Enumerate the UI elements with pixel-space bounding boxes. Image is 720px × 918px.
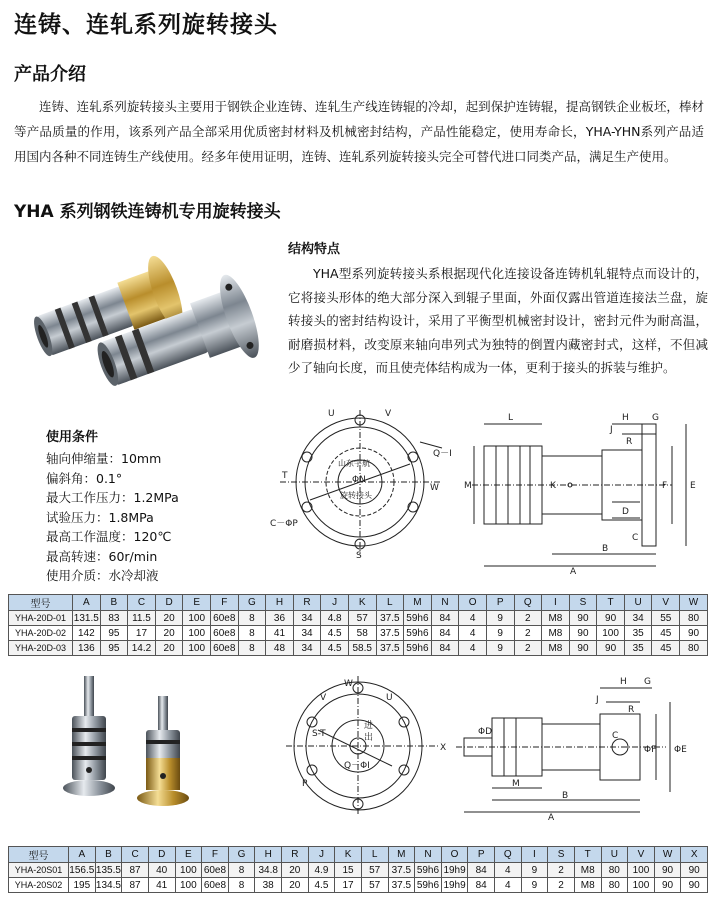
- dim-label-G: G: [652, 413, 659, 423]
- value-cell: 14.2: [128, 641, 156, 656]
- value-cell: 4.5: [321, 641, 349, 656]
- value-cell: 100: [597, 626, 625, 641]
- column-header: S: [569, 595, 597, 611]
- value-cell: 90: [681, 863, 708, 878]
- dim-label-E: E: [690, 481, 696, 491]
- value-cell: 100: [183, 626, 211, 641]
- column-header: J: [321, 595, 349, 611]
- value-cell: 37.5: [376, 641, 404, 656]
- value-cell: 90: [681, 878, 708, 893]
- condition-item: 轴向伸缩量：10mm: [46, 451, 162, 466]
- dim-label-H: H: [620, 677, 627, 687]
- column-header: 型号: [9, 847, 69, 863]
- dim-label-E: ΦE: [674, 745, 687, 755]
- dim-label-P: P: [302, 779, 308, 789]
- dim-label-F: ΦF: [644, 745, 657, 755]
- value-cell: 34: [293, 611, 321, 626]
- dim-label-R: R: [626, 437, 633, 447]
- value-cell: 45: [652, 641, 680, 656]
- value-cell: 20: [155, 626, 183, 641]
- value-cell: 59h6: [404, 626, 432, 641]
- value-cell: 57: [361, 863, 388, 878]
- value-cell: 135.5: [95, 864, 121, 876]
- features-heading: 结构特点: [288, 242, 341, 257]
- value-cell: 4.5: [321, 626, 349, 641]
- dim-label-X: X: [440, 743, 447, 753]
- condition-item: 最大工作压力：1.2MPa: [46, 490, 179, 505]
- column-header: M: [404, 595, 432, 611]
- value-cell: 8: [238, 611, 266, 626]
- value-cell: 136: [73, 641, 101, 656]
- value-cell: 156.5: [69, 864, 95, 876]
- dim-label-M: M: [512, 779, 520, 789]
- column-header: H: [255, 847, 282, 863]
- product-photo-flange-joints: [20, 240, 260, 410]
- condition-item: 最高转速：60r/min: [46, 548, 158, 564]
- column-header: V: [628, 847, 655, 863]
- value-cell: 37.5: [376, 626, 404, 641]
- value-cell: 19h9: [441, 863, 468, 878]
- value-cell: 84: [468, 878, 495, 893]
- value-cell: 9: [486, 641, 514, 656]
- column-header: A: [69, 847, 96, 863]
- column-header: G: [238, 595, 266, 611]
- value-cell: 8: [228, 878, 255, 893]
- column-header: M: [388, 847, 415, 863]
- column-header: U: [601, 847, 628, 863]
- value-cell: M8: [542, 611, 570, 626]
- value-cell: 100: [628, 863, 655, 878]
- dim-label-C: C: [612, 731, 619, 741]
- inlet-label: 进: [364, 721, 374, 731]
- dim-label-B: B: [602, 544, 609, 554]
- value-cell: 2: [548, 878, 575, 893]
- value-cell: 57: [348, 611, 376, 626]
- column-header: R: [293, 595, 321, 611]
- value-cell: 4: [459, 611, 487, 626]
- conditions-heading: 使用条件: [46, 430, 99, 445]
- value-cell: 134.5: [95, 879, 121, 891]
- value-cell: M8: [574, 878, 601, 893]
- value-cell: 84: [468, 863, 495, 878]
- value-cell: 90: [569, 626, 597, 641]
- dim-label-N: ΦN: [352, 475, 366, 485]
- intro-paragraph: 连铸、连轧系列旋转接头主要用于钢铁企业连铸、连轧生产线连铸辊的冷却，起到保护连铸辊，提高钢铁企业板坯，棒材等产品质量的作用，该系列产品全部采用优质密封材料及机械密封结构，产品性能稳定，使用寿命长，YHA-YHN系列产品适用国内各种不同连铸生产线使用。经多年使用证明，连铸、连轧系列旋转接头完全可替代进口同类产品，满足生产使用。: [14, 99, 704, 164]
- value-cell: 2: [514, 626, 542, 641]
- column-header: P: [468, 847, 495, 863]
- column-header: O: [441, 847, 468, 863]
- value-cell: 58: [348, 626, 376, 641]
- value-cell: 17: [128, 626, 156, 641]
- value-cell: 90: [569, 611, 597, 626]
- dim-label-A: A: [548, 813, 555, 822]
- value-cell: 84: [431, 641, 459, 656]
- value-cell: 100: [183, 641, 211, 656]
- column-header: F: [202, 847, 229, 863]
- model-cell: YHA-20D-02: [9, 626, 73, 641]
- column-header: P: [486, 595, 514, 611]
- value-cell: 45: [652, 626, 680, 641]
- value-cell: 20: [282, 863, 309, 878]
- flange-front-view-drawing: [270, 402, 460, 562]
- value-cell: 9: [521, 878, 548, 893]
- value-cell: 90: [597, 641, 625, 656]
- value-cell: 55: [652, 611, 680, 626]
- value-cell: 4.5: [308, 878, 335, 893]
- column-header: D: [155, 595, 183, 611]
- value-cell: 36: [266, 611, 294, 626]
- value-cell: 2: [514, 611, 542, 626]
- value-cell: 80: [601, 863, 628, 878]
- model-cell: YHA-20S02: [9, 878, 69, 893]
- shaft-front-view-drawing: [282, 670, 452, 820]
- column-header: R: [282, 847, 309, 863]
- table-row: [9, 611, 708, 626]
- value-cell: 90: [680, 626, 708, 641]
- value-cell: 4.8: [321, 611, 349, 626]
- value-cell: 87: [122, 878, 149, 893]
- dim-label-C: C: [632, 533, 639, 543]
- value-cell: 95: [100, 641, 128, 656]
- dim-label-T: T: [282, 471, 288, 481]
- dim-label-V: V: [385, 409, 392, 419]
- column-header: W: [680, 595, 708, 611]
- value-cell: 142: [73, 626, 101, 641]
- value-cell: 37.5: [376, 611, 404, 626]
- value-cell: 131.5: [73, 612, 99, 624]
- value-cell: 9: [486, 611, 514, 626]
- value-cell: 87: [122, 863, 149, 878]
- value-cell: 8: [228, 863, 255, 878]
- column-header: E: [175, 847, 202, 863]
- column-header: I: [521, 847, 548, 863]
- value-cell: 90: [654, 863, 681, 878]
- value-cell: M8: [542, 641, 570, 656]
- value-cell: 100: [175, 878, 202, 893]
- column-header: K: [348, 595, 376, 611]
- value-cell: 4: [495, 863, 522, 878]
- column-header: S: [548, 847, 575, 863]
- value-cell: 35: [624, 641, 652, 656]
- value-cell: 100: [183, 611, 211, 626]
- value-cell: 34: [293, 641, 321, 656]
- model-cell: YHA-20S01: [9, 863, 69, 878]
- value-cell: 8: [238, 626, 266, 641]
- dim-label-QI: Q－ΦI: [344, 761, 370, 771]
- value-cell: 38: [255, 878, 282, 893]
- value-cell: 60e8: [202, 878, 229, 893]
- value-cell: 20: [155, 611, 183, 626]
- column-header: I: [542, 595, 570, 611]
- value-cell: 4: [459, 626, 487, 641]
- column-header: C: [122, 847, 149, 863]
- value-cell: 37.5: [388, 878, 415, 893]
- value-cell: 4.9: [308, 863, 335, 878]
- column-header: 型号: [9, 595, 73, 611]
- model-cell: YHA-20D-01: [9, 611, 73, 626]
- value-cell: 100: [628, 878, 655, 893]
- value-cell: 41: [266, 626, 294, 641]
- product-label: 旋转接头: [340, 491, 372, 500]
- dim-label-R: R: [628, 705, 635, 715]
- dim-label-F: F: [662, 481, 668, 491]
- value-cell: 34.8: [255, 863, 282, 878]
- dim-label-D: D: [622, 507, 629, 517]
- value-cell: 20: [282, 878, 309, 893]
- shaft-side-view-drawing: [456, 672, 708, 822]
- flange-side-view-drawing: [462, 406, 708, 576]
- table-row: [9, 626, 708, 641]
- value-cell: 4: [459, 641, 487, 656]
- value-cell: 20: [155, 641, 183, 656]
- dim-label-G: G: [644, 677, 651, 687]
- value-cell: 34: [293, 626, 321, 641]
- value-cell: 59h6: [415, 863, 442, 878]
- column-header: D: [148, 847, 175, 863]
- column-header: T: [597, 595, 625, 611]
- dim-label-D: ΦD: [478, 727, 493, 737]
- column-header: V: [652, 595, 680, 611]
- column-header: B: [100, 595, 128, 611]
- column-header: J: [308, 847, 335, 863]
- column-header: L: [376, 595, 404, 611]
- value-cell: 195: [69, 878, 96, 893]
- column-header: B: [95, 847, 122, 863]
- table-header-row: [9, 847, 708, 863]
- condition-item: 最高工作温度：120℃: [46, 529, 172, 544]
- value-cell: 40: [148, 863, 175, 878]
- outlet-label: 出: [364, 733, 374, 743]
- table-row: [9, 863, 708, 878]
- column-header: H: [266, 595, 294, 611]
- table-header-row: [9, 595, 708, 611]
- value-cell: 90: [654, 878, 681, 893]
- value-cell: 58.5: [348, 641, 376, 656]
- dim-label-U: U: [386, 693, 393, 703]
- value-cell: 95: [100, 626, 128, 641]
- value-cell: 9: [486, 626, 514, 641]
- section-heading: YHA 系列钢铁连铸机专用旋转接头: [14, 202, 281, 222]
- features-paragraph: YHA型系列旋转接头系根据现代化连接设备连铸机轧辊特点而设计的，它将接头形体的绝大部分深入到辊子里面，外面仅露出管道连接法兰盘，旋转接头的密封结构设计，采用了平衡型机械密封设计，密封元件为耐高温，耐磨损材料，改变原来轴向串列式为独特的倒置内藏密封式，这样，不但减少了轴向长度，而且使壳体结构成为一体，更利于接头的拆装与维护。: [288, 266, 708, 375]
- value-cell: 80: [601, 878, 628, 893]
- value-cell: 2: [514, 641, 542, 656]
- model-cell: YHA-20D-03: [9, 641, 73, 656]
- value-cell: 8: [238, 641, 266, 656]
- dim-label-W: W: [430, 483, 439, 493]
- column-header: Q: [514, 595, 542, 611]
- table-row: [9, 641, 708, 656]
- value-cell: 60e8: [210, 626, 238, 641]
- value-cell: 84: [431, 611, 459, 626]
- condition-item: 试验压力：1.8MPa: [46, 509, 154, 525]
- value-cell: 35: [624, 626, 652, 641]
- dim-label-J: J: [596, 695, 599, 705]
- column-header: N: [431, 595, 459, 611]
- value-cell: 60e8: [202, 863, 229, 878]
- condition-item: 偏斜角：0.1°: [46, 470, 123, 486]
- value-cell: 59h6: [404, 641, 432, 656]
- value-cell: 37.5: [388, 863, 415, 878]
- dim-label-J: J: [610, 425, 613, 435]
- brand-label: 山东宇航: [338, 459, 370, 468]
- column-header: C: [128, 595, 156, 611]
- dim-label-V: V: [320, 693, 327, 703]
- column-header: G: [228, 847, 255, 863]
- column-header: W: [654, 847, 681, 863]
- spec-table-yha-20s: [8, 846, 708, 893]
- dim-label-Q: Q－I: [433, 449, 452, 459]
- dim-label-P: C－ΦP: [270, 519, 298, 529]
- dim-label-ST: S-T: [312, 729, 326, 739]
- value-cell: M8: [574, 863, 601, 878]
- column-header: X: [681, 847, 708, 863]
- conditions-list: [46, 449, 179, 586]
- dim-label-K: K: [550, 481, 556, 491]
- intro-heading: 产品介绍: [14, 64, 86, 85]
- dim-label-M: M: [464, 481, 472, 491]
- value-cell: 4: [495, 878, 522, 893]
- column-header: L: [361, 847, 388, 863]
- spec-table-yha-20d: [8, 594, 708, 656]
- dim-label-W: W: [344, 679, 353, 689]
- value-cell: 41: [148, 878, 175, 893]
- value-cell: 83: [100, 611, 128, 626]
- value-cell: 59h6: [415, 878, 442, 893]
- value-cell: 60e8: [210, 641, 238, 656]
- value-cell: 15: [335, 863, 362, 878]
- column-header: E: [183, 595, 211, 611]
- value-cell: 60e8: [210, 611, 238, 626]
- value-cell: 19h9: [441, 878, 468, 893]
- dim-label-L: L: [508, 413, 514, 423]
- value-cell: 34: [624, 611, 652, 626]
- product-photo-shaft-joints: [50, 672, 210, 822]
- value-cell: 11.5: [128, 611, 156, 626]
- value-cell: 80: [680, 611, 708, 626]
- table-row: [9, 878, 708, 893]
- condition-item: 使用介质：水冷却液: [46, 568, 159, 583]
- value-cell: 48: [266, 641, 294, 656]
- value-cell: 80: [680, 641, 708, 656]
- value-cell: M8: [542, 626, 570, 641]
- column-header: Q: [495, 847, 522, 863]
- dim-label-H: H: [622, 413, 629, 423]
- column-header: O: [459, 595, 487, 611]
- value-cell: 100: [175, 863, 202, 878]
- column-header: U: [624, 595, 652, 611]
- dim-label-B: B: [562, 791, 569, 801]
- value-cell: 17: [335, 878, 362, 893]
- column-header: N: [415, 847, 442, 863]
- dim-label-A: A: [570, 567, 577, 576]
- value-cell: 90: [569, 641, 597, 656]
- value-cell: 2: [548, 863, 575, 878]
- value-cell: 84: [431, 626, 459, 641]
- column-header: T: [574, 847, 601, 863]
- page-title: 连铸、连轧系列旋转接头: [14, 12, 278, 38]
- value-cell: 90: [597, 611, 625, 626]
- column-header: F: [210, 595, 238, 611]
- column-header: A: [73, 595, 101, 611]
- value-cell: 9: [521, 863, 548, 878]
- dim-label-U: U: [328, 409, 335, 419]
- value-cell: 57: [361, 878, 388, 893]
- value-cell: 59h6: [404, 611, 432, 626]
- column-header: K: [335, 847, 362, 863]
- dim-label-S: S: [356, 551, 362, 561]
